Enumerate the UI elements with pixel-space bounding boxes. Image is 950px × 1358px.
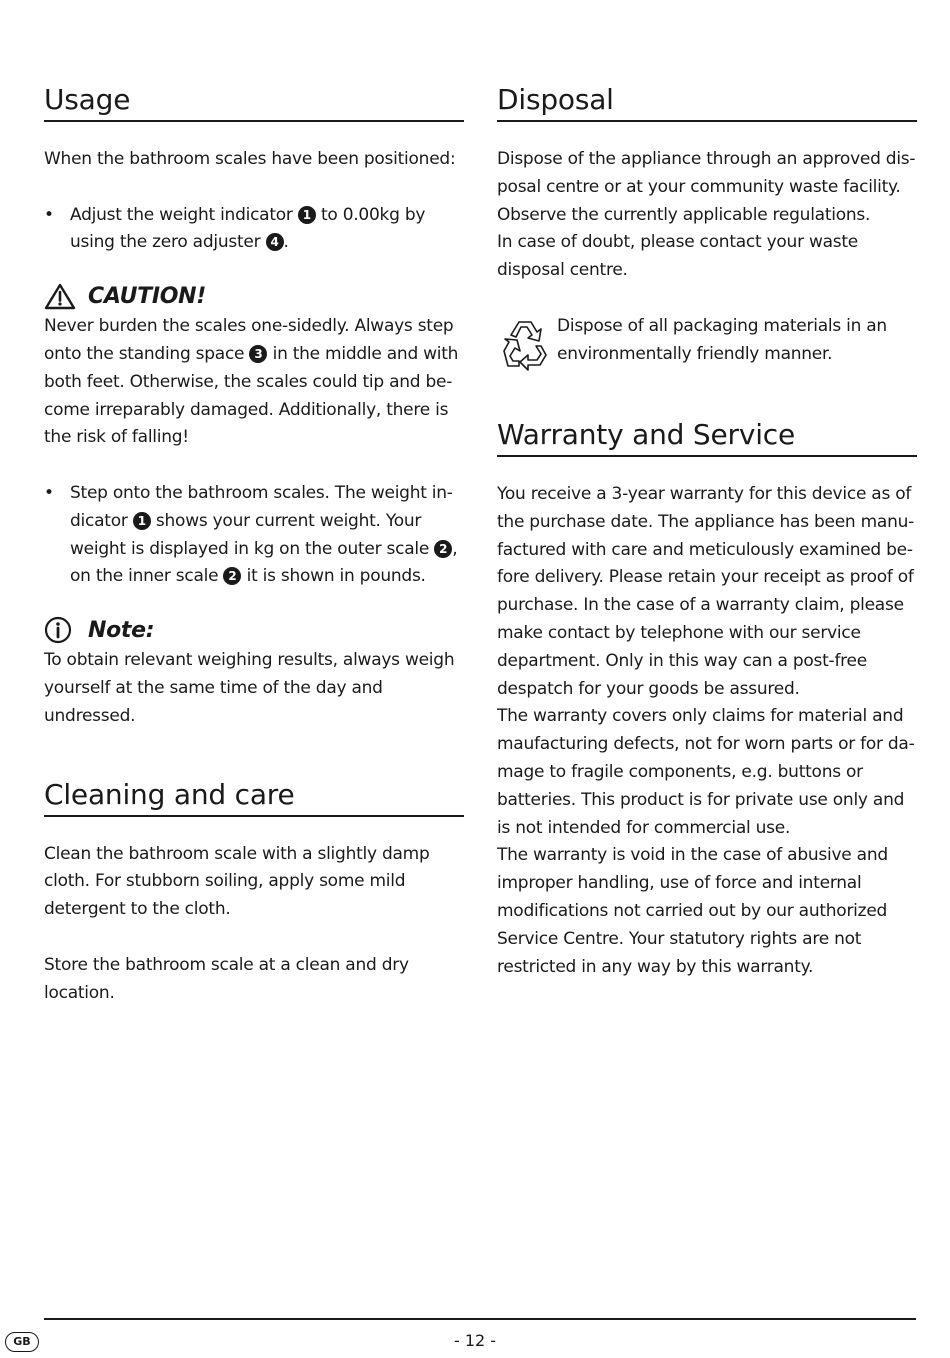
usage-heading: Usage: [44, 82, 464, 122]
page-number: - 12 -: [453, 1331, 497, 1350]
cleaning-paragraph-2: Store the bathroom scale at a clean and dry location.: [44, 954, 409, 1003]
callout-number: 4: [266, 233, 284, 251]
usage-list-2: [44, 480, 464, 591]
note-title: Note:: [88, 617, 155, 643]
left-column: [44, 82, 464, 1007]
callout-number: 2: [223, 567, 241, 585]
warranty-paragraph-1: You receive a 3-year warranty for this device as of the purchase date. The appliance has been manufactured with care and meticulously examined before delivery. Please retain your receipt as proof of purchase. In the case of a warranty claim, please make contact by telephone with our service department. Only in this way can a post-free despatch for your goods be assured.: [497, 483, 915, 699]
caution-text: Never burden the scales one-sidedly. Always step onto the standing space 3 in the middle and with both feet. Otherwise, the scales could tip and become irreparably damaged. Additionally, there is the risk of falling!: [44, 316, 459, 448]
usage-list-1: [44, 202, 464, 258]
right-column: [497, 82, 917, 981]
footer-divider: [44, 1318, 916, 1320]
warranty-heading: Warranty and Service: [497, 417, 917, 457]
cleaning-paragraph-1: Clean the bathroom scale with a slightly damp cloth. For stubborn soiling, apply some mild detergent to the cloth.: [44, 843, 430, 920]
usage-intro: When the bathroom scales have been positioned:: [44, 149, 456, 169]
note-header: [44, 613, 464, 647]
language-badge: GB: [5, 1332, 39, 1352]
caution-title: CAUTION!: [88, 283, 206, 309]
list-item: • Adjust the weight indicator 1 to 0.00kg by using the zero adjuster 4 .: [44, 202, 464, 258]
callout-number: 1: [133, 512, 151, 530]
cleaning-heading: Cleaning and care: [44, 777, 464, 817]
disposal-paragraph-2: In case of doubt, please contact your waste disposal centre.: [497, 232, 859, 281]
recycle-notice: [497, 313, 917, 371]
disposal-heading: Disposal: [497, 82, 917, 122]
callout-number: 2: [434, 540, 452, 558]
callout-number: 1: [298, 206, 316, 224]
list-item: • Step onto the bathroom scales. The weight indicator 1 shows your current weight. Your weight is displayed in kg on the outer scale 2 , on the inner scale 2 it is shown in pounds.: [44, 480, 464, 591]
caution-header: [44, 279, 464, 313]
note-text: To obtain relevant weighing results, always weigh yourself at the same time of the day and undressed.: [44, 650, 455, 726]
info-circle-icon: [44, 616, 76, 644]
disposal-paragraph-1: Dispose of the appliance through an approved disposal centre or at your community waste facility. Observe the currently applicable regulations.: [497, 149, 916, 225]
warranty-paragraph-2: The warranty covers only claims for material and maufacturing defects, not for worn parts or for damage to fragile components, e.g. buttons or batteries. This product is for private use only and is not intended for commercial use.: [497, 706, 915, 838]
recycle-icon: [497, 315, 553, 371]
recycle-text: Dispose of all packaging materials in an environmentally friendly manner.: [557, 315, 887, 364]
callout-number: 3: [249, 345, 267, 363]
warning-triangle-icon: [44, 282, 76, 310]
warranty-paragraph-3: The warranty is void in the case of abusive and improper handling, use of force and internal modifications not carried out by our authorized Service Centre. Your statutory rights are not restricted in any way by this warranty.: [497, 845, 888, 977]
